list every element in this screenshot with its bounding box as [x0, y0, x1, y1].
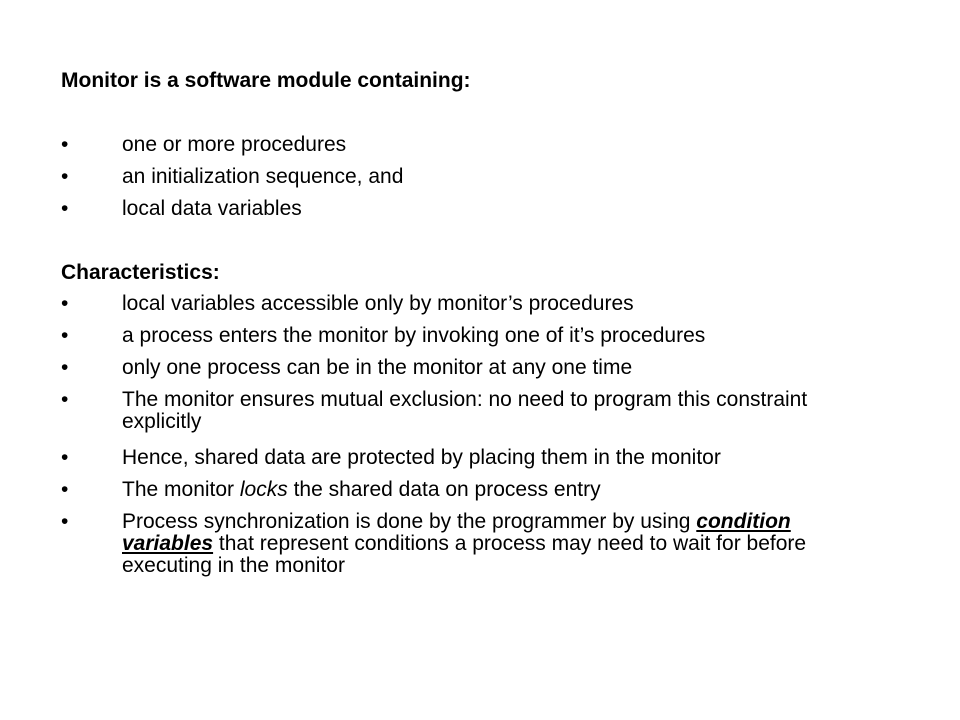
list-item-text: The monitor ensures mutual exclusion: no need to program this constraint explicitly [122, 388, 808, 433]
list-item [61, 293, 881, 315]
list-item [61, 447, 881, 469]
emphasis-condition-variables: condition variables [122, 510, 791, 555]
bullet-icon: • [61, 510, 69, 533]
list-item [61, 357, 881, 379]
emphasis-locks: locks [239, 478, 288, 501]
list-item [61, 166, 881, 188]
bullet-icon: • [61, 478, 69, 501]
list-item [61, 389, 881, 433]
list-item-text: a process enters the monitor by invoking one of it’s procedures [122, 324, 706, 347]
list-item [61, 511, 881, 577]
bullet-icon: • [61, 292, 69, 315]
list-item-text: only one process can be in the monitor at any one time [122, 356, 633, 379]
bullet-icon: • [61, 197, 69, 220]
heading-characteristics: Characteristics: [61, 261, 220, 284]
list-item [61, 479, 881, 501]
list-item-text: The monitor locks the shared data on process entry [122, 478, 601, 501]
bullet-icon: • [61, 388, 69, 411]
list-item [61, 325, 881, 347]
list-item-text: one or more procedures [122, 133, 347, 156]
bullet-icon: • [61, 446, 69, 469]
list-item [61, 134, 881, 156]
list-item-text: local data variables [122, 197, 302, 220]
list-item-text: Hence, shared data are protected by placing them in the monitor [122, 446, 721, 469]
heading-monitor-definition: Monitor is a software module containing: [61, 69, 471, 92]
list-item-text: local variables accessible only by monitor’s procedures [122, 292, 634, 315]
list-item-text: an initialization sequence, and [122, 165, 404, 188]
list-item [61, 198, 881, 220]
bullet-icon: • [61, 356, 69, 379]
bullet-icon: • [61, 165, 69, 188]
bullet-icon: • [61, 133, 69, 156]
bullet-icon: • [61, 324, 69, 347]
list-item-text: Process synchronization is done by the programmer by using condition variables that represent conditions a process may need to wait for before executing in the monitor [122, 510, 807, 577]
